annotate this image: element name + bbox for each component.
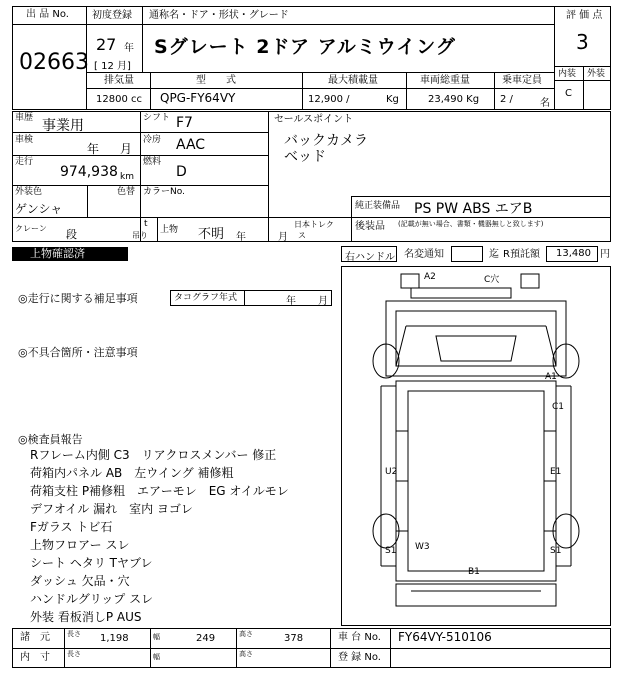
inspector-line: 荷箱内パネル AB 左ウイング 補修粗 — [30, 466, 234, 480]
capacity-unit: 名 — [540, 98, 550, 109]
upper-value: 不明 — [198, 227, 225, 242]
width-label: 幅 — [153, 633, 160, 641]
retrofit-label: 後装品 — [355, 221, 385, 232]
inspection-month-unit: 月 — [120, 142, 133, 156]
inspector-line: ダッシュ 欠品・穴 — [30, 574, 130, 588]
first-reg-year-unit: 年 — [124, 43, 134, 54]
lot-number: 02663 — [19, 50, 89, 75]
model-value: QPG-FY64VY — [160, 91, 236, 105]
diagram-u2: U2 — [385, 467, 398, 477]
sales-point-label: セールスポイント — [274, 114, 354, 125]
gross-weight-value: 23,490 Kg — [428, 94, 480, 105]
ext-color-label: 外装色 — [15, 187, 43, 197]
width-value: 249 — [196, 633, 216, 644]
max-load-unit: Kg — [386, 94, 399, 105]
mileage-unit: km — [120, 172, 134, 182]
color-no-label: カラーNo. — [143, 187, 185, 197]
displacement-label: 排気量 — [104, 75, 134, 86]
crane-year-unit: 年 — [236, 232, 246, 243]
crane-su: ス — [298, 231, 306, 240]
diagram-e1: E1 — [550, 467, 562, 477]
tachograph-label: タコグラフ年式 — [174, 293, 238, 303]
width-label-inner: 幅 — [153, 653, 160, 661]
crane-label: クレーン — [15, 224, 47, 233]
displacement-value: 12800 cc — [96, 94, 142, 105]
interior-label: 内装 — [558, 69, 577, 79]
diagram-c-hole: C穴 — [484, 275, 500, 285]
retrofit-note: (記載が無い場合、書類・機器無しと致します) — [398, 220, 544, 228]
name-change-label: 名変通知 — [404, 249, 444, 260]
model-label: 型 式 — [196, 75, 236, 86]
inspector-line: 外装 看板消しP AUS — [30, 610, 142, 624]
history-value: 事業用 — [42, 118, 84, 134]
max-load-value: 12,900 / — [308, 94, 350, 105]
score-label: 評 価 点 — [566, 10, 603, 21]
inspector-line: シート ヘタリ Tヤブレ — [30, 556, 153, 570]
gross-weight-label: 車両総重量 — [420, 75, 470, 86]
specs-label: 諸 元 — [20, 632, 50, 643]
equipment-label: 純正装備品 — [355, 201, 401, 211]
reg-label: 登 録 No. — [338, 652, 381, 663]
drive-note-label: ◎走行に関する補足事項 — [18, 292, 138, 305]
capacity-value: 2 / — [500, 94, 513, 105]
inner-dim-label: 内 寸 — [20, 652, 50, 663]
inspector-line: 荷箱支柱 P補修粗 エアーモレ EG オイルモレ — [30, 484, 289, 498]
length-label: 長さ — [67, 630, 81, 638]
diagram-w3: W3 — [415, 542, 430, 552]
exterior-label: 外装 — [587, 69, 606, 79]
mileage-label: 走行 — [15, 157, 34, 167]
inspector-line: デフオイル 漏れ 室内 ヨゴレ — [30, 502, 193, 516]
capacity-label: 乗車定員 — [502, 75, 542, 86]
inspector-line: Rフレーム内側 C3 リアクロスメンバー 修正 — [30, 448, 277, 462]
tilde-label: 迄 — [489, 249, 499, 260]
height-label: 高さ — [239, 630, 253, 638]
inspector-label: ◎検査員報告 — [18, 433, 83, 446]
upper-check-text: 上物確認済 — [30, 247, 85, 260]
crane-dan: 段 — [66, 228, 77, 241]
shift-value: F7 — [176, 115, 193, 131]
score-value: 3 — [576, 30, 589, 54]
diagram-a2: A2 — [424, 272, 436, 282]
r-deposit-unit: 円 — [600, 249, 610, 260]
diagram-b1: B1 — [468, 567, 480, 577]
inspector-line: Fガラス トビ石 — [30, 520, 113, 534]
ac-label: 冷房 — [143, 135, 162, 145]
max-load-label: 最大積載量 — [328, 75, 378, 86]
tachograph-month: 月 — [318, 296, 328, 307]
mileage-value: 974,938 — [60, 164, 118, 180]
crane-month-unit: 月 — [278, 232, 288, 243]
ac-value: AAC — [176, 137, 206, 153]
sales-point-line1: バックカメラ — [284, 133, 368, 149]
fuel-label: 燃料 — [143, 157, 162, 167]
first-reg-month: [ 12 月] — [94, 61, 131, 72]
r-deposit-label: R預託額 — [503, 249, 540, 260]
diagram-c1: C1 — [552, 402, 565, 412]
chassis-label: 車 台 No. — [338, 632, 381, 643]
nihon-trek: 日本トレク — [294, 220, 334, 229]
shift-label: シフト — [143, 113, 171, 123]
car-name: Sグレート 2ドア アルミウイング — [154, 36, 456, 58]
color-change-label: 色替 — [117, 187, 136, 197]
inspection-label: 車検 — [15, 135, 34, 145]
chassis-value: FY64VY-510106 — [398, 630, 492, 644]
ext-color-value: ゲンシャ — [15, 202, 63, 216]
inspector-line: 上物フロアー スレ — [30, 538, 130, 552]
sales-point-line2: ベッド — [284, 149, 326, 165]
fuel-value: D — [176, 164, 187, 180]
interior-score: C — [565, 88, 572, 99]
lot-label: 出 品 No. — [26, 9, 69, 20]
length-label-inner: 長さ — [67, 650, 81, 658]
diagram-s1-left: S1 — [385, 546, 397, 556]
inspector-line: ハンドルグリップ スレ — [30, 592, 154, 606]
right-handle-label: 右ハンドル — [345, 252, 395, 263]
first-reg-label: 初度登録 — [92, 10, 132, 21]
height-label-inner: 高さ — [239, 650, 253, 658]
name-change-box — [451, 246, 483, 262]
diagram-s1-right: S1 — [550, 546, 562, 556]
crane-tsuri: 吊り — [132, 231, 148, 240]
upper-label: 上物 — [160, 225, 179, 235]
defects-label: ◎不具合箇所・注意事項 — [18, 346, 138, 359]
diagram-a1: A1 — [545, 372, 557, 382]
history-label: 車歴 — [15, 113, 34, 123]
equipment-value: PS PW ABS エアB — [414, 201, 533, 217]
name-header: 通称名・ドア・形状・グレード — [149, 10, 289, 21]
crane-t: t — [144, 219, 148, 229]
height-value: 378 — [284, 633, 304, 644]
tachograph-year: 年 — [286, 296, 296, 307]
length-value: 1,198 — [100, 633, 129, 644]
inspection-year-unit: 年 — [87, 142, 100, 156]
first-reg-year: 27 — [96, 35, 117, 54]
r-deposit-value: 13,480 — [556, 248, 591, 259]
